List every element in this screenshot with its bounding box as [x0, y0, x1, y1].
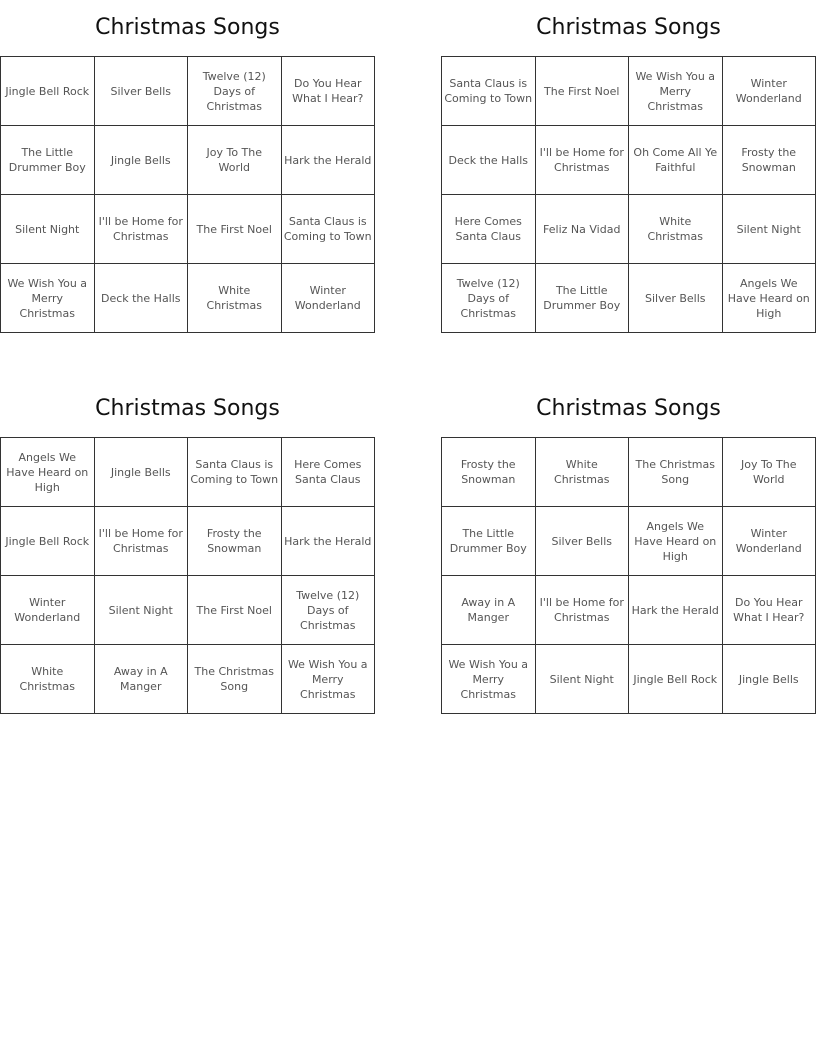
grid-cell: The Little Drummer Boy: [1, 126, 95, 195]
grid-cell: White Christmas: [535, 438, 629, 507]
grid-row: [442, 645, 816, 714]
grid-cell: Jingle Bell Rock: [1, 507, 95, 576]
grid-cell: The Little Drummer Boy: [442, 507, 536, 576]
grid-row: [1, 57, 375, 126]
grid-cell: Silent Night: [1, 195, 95, 264]
grid-row: [442, 438, 816, 507]
grid-cell: Jingle Bell Rock: [629, 645, 723, 714]
grid-cell: Here Comes Santa Claus: [281, 438, 375, 507]
grid-cell: White Christmas: [629, 195, 723, 264]
card-title: Christmas Songs: [536, 15, 721, 40]
bingo-card-3: [0, 381, 375, 714]
grid-cell: The First Noel: [188, 576, 282, 645]
grid-cell: Jingle Bells: [94, 126, 188, 195]
grid-row: [442, 576, 816, 645]
grid-row: [442, 126, 816, 195]
grid-cell: The First Noel: [188, 195, 282, 264]
grid-cell: The Christmas Song: [188, 645, 282, 714]
grid-cell: Away in A Manger: [94, 645, 188, 714]
grid-cell: Silent Night: [535, 645, 629, 714]
grid-cell: Hark the Herald: [629, 576, 723, 645]
grid-row: [442, 507, 816, 576]
grid-cell: Silver Bells: [535, 507, 629, 576]
bingo-grid: [0, 437, 375, 714]
bingo-grid: [0, 56, 375, 333]
card-title: Christmas Songs: [536, 396, 721, 421]
grid-row: [1, 645, 375, 714]
grid-row: [442, 57, 816, 126]
grid-cell: Winter Wonderland: [1, 576, 95, 645]
grid-cell: The Little Drummer Boy: [535, 264, 629, 333]
grid-cell: Deck the Halls: [94, 264, 188, 333]
grid-cell: Frosty the Snowman: [442, 438, 536, 507]
grid-row: [1, 576, 375, 645]
grid-cell: Jingle Bell Rock: [1, 57, 95, 126]
grid-cell: Do You Hear What I Hear?: [281, 57, 375, 126]
grid-cell: White Christmas: [188, 264, 282, 333]
grid-cell: I'll be Home for Christmas: [94, 195, 188, 264]
card-title: Christmas Songs: [95, 15, 280, 40]
grid-cell: I'll be Home for Christmas: [94, 507, 188, 576]
bingo-grid: [441, 56, 816, 333]
grid-cell: Santa Claus is Coming to Town: [188, 438, 282, 507]
grid-cell: Silent Night: [94, 576, 188, 645]
grid-cell: Jingle Bells: [722, 645, 816, 714]
grid-cell: Silent Night: [722, 195, 816, 264]
grid-cell: Oh Come All Ye Faithful: [629, 126, 723, 195]
grid-row: [1, 264, 375, 333]
grid-cell: We Wish You a Merry Christmas: [442, 645, 536, 714]
grid-cell: Santa Claus is Coming to Town: [442, 57, 536, 126]
grid-cell: White Christmas: [1, 645, 95, 714]
grid-cell: Angels We Have Heard on High: [629, 507, 723, 576]
grid-row: [1, 126, 375, 195]
grid-cell: We Wish You a Merry Christmas: [1, 264, 95, 333]
grid-cell: Hark the Herald: [281, 507, 375, 576]
grid-cell: Twelve (12) Days of Christmas: [442, 264, 536, 333]
bingo-grid: [441, 437, 816, 714]
grid-cell: Twelve (12) Days of Christmas: [281, 576, 375, 645]
grid-row: [442, 195, 816, 264]
bingo-card-2: [441, 0, 816, 333]
grid-cell: Joy To The World: [722, 438, 816, 507]
grid-cell: Angels We Have Heard on High: [1, 438, 95, 507]
grid-row: [1, 507, 375, 576]
grid-cell: Twelve (12) Days of Christmas: [188, 57, 282, 126]
grid-cell: I'll be Home for Christmas: [535, 126, 629, 195]
bingo-card-4: [441, 381, 816, 714]
grid-row: [442, 264, 816, 333]
grid-cell: Deck the Halls: [442, 126, 536, 195]
grid-row: [1, 195, 375, 264]
grid-cell: Here Comes Santa Claus: [442, 195, 536, 264]
grid-cell: Jingle Bells: [94, 438, 188, 507]
grid-cell: Joy To The World: [188, 126, 282, 195]
grid-cell: The First Noel: [535, 57, 629, 126]
grid-cell: The Christmas Song: [629, 438, 723, 507]
grid-cell: Frosty the Snowman: [722, 126, 816, 195]
grid-cell: Winter Wonderland: [281, 264, 375, 333]
grid-cell: Santa Claus is Coming to Town: [281, 195, 375, 264]
grid-cell: We Wish You a Merry Christmas: [281, 645, 375, 714]
grid-cell: Winter Wonderland: [722, 507, 816, 576]
grid-cell: Angels We Have Heard on High: [722, 264, 816, 333]
grid-cell: Winter Wonderland: [722, 57, 816, 126]
grid-cell: Do You Hear What I Hear?: [722, 576, 816, 645]
grid-row: [1, 438, 375, 507]
grid-cell: Silver Bells: [94, 57, 188, 126]
grid-cell: Feliz Na Vidad: [535, 195, 629, 264]
grid-cell: Frosty the Snowman: [188, 507, 282, 576]
grid-cell: Away in A Manger: [442, 576, 536, 645]
card-title: Christmas Songs: [95, 396, 280, 421]
grid-cell: I'll be Home for Christmas: [535, 576, 629, 645]
grid-cell: We Wish You a Merry Christmas: [629, 57, 723, 126]
grid-cell: Silver Bells: [629, 264, 723, 333]
bingo-card-1: [0, 0, 375, 333]
grid-cell: Hark the Herald: [281, 126, 375, 195]
